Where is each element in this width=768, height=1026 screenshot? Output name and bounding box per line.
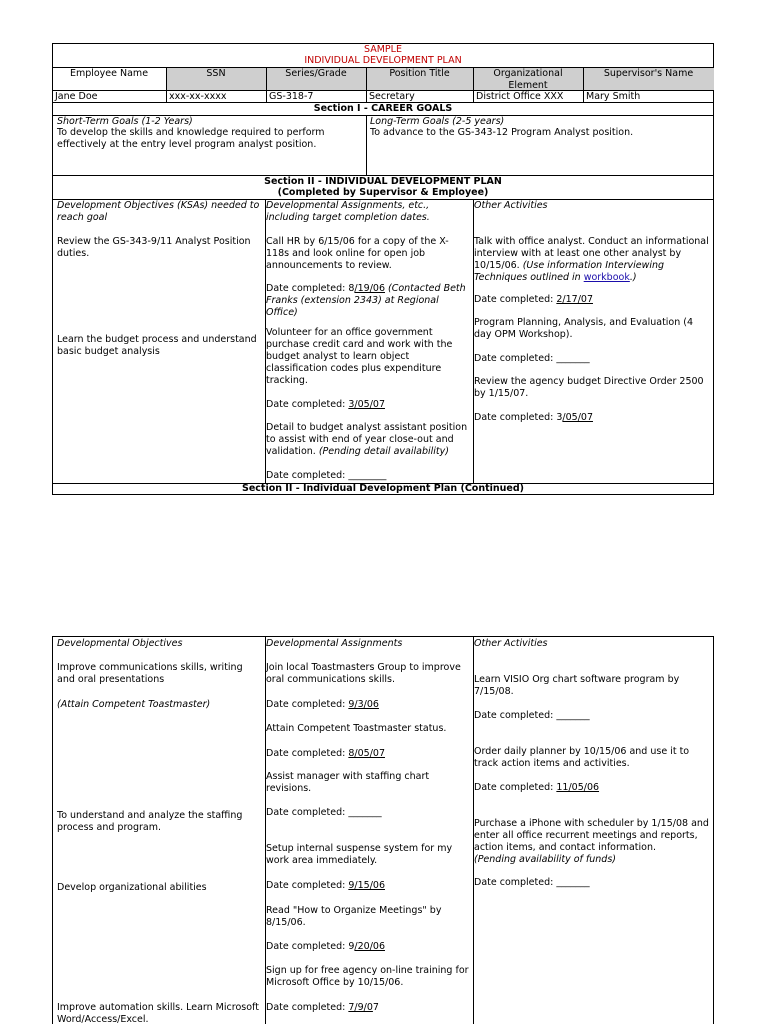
- activity-budget-directive-date: Date completed: 3/05/07: [474, 412, 593, 423]
- supervisor-value: Mary Smith: [586, 91, 641, 102]
- other-activities-header: Other Activities: [474, 200, 548, 211]
- p2-assignment-toastmasters-date: Date completed: 9/3/06: [266, 699, 379, 710]
- plan-title: INDIVIDUAL DEVELOPMENT PLAN: [304, 55, 462, 66]
- activity-opm-workshop-date: Date completed: _______: [474, 353, 590, 364]
- dev-assignments-header: Developmental Assignments, etc., including target completion dates.: [266, 200, 430, 223]
- long-term-text: To advance to the GS-343-12 Program Analyst position.: [370, 127, 634, 138]
- p2-activity-iphone-date: Date completed: _______: [474, 877, 590, 888]
- p2-assignment-competent-date: Date completed: 8/05/07: [266, 748, 385, 759]
- activity-talk-analyst: Talk with office analyst. Conduct an informational interview with at least one other analyst by 10/15/06. (Use information Interviewing Techniques outlined in workbook.): [474, 236, 709, 283]
- org-element-value: District Office XXX: [476, 91, 564, 102]
- p2-other-activities-header: Other Activities: [474, 638, 548, 649]
- p2-objective-automation: Improve automation skills. Learn Microsoft Word/Access/Excel.: [57, 1002, 259, 1025]
- assignment-call-hr: Call HR by 6/15/06 for a copy of the X-118s and look online for open job announcements to review.: [266, 236, 449, 271]
- p2-activity-daily-planner-date: Date completed: 11/05/06: [474, 782, 600, 793]
- p2-activity-iphone: Purchase a iPhone with scheduler by 1/15/08 and enter all office recurrent meetings and reports, action items, and contact information. (Pending availability of funds): [474, 818, 709, 865]
- p2-assignment-read-meetings-date: Date completed: 9/20/06: [266, 941, 385, 952]
- employee-name-value: Jane Doe: [55, 91, 98, 102]
- section2-continued: Section II - Individual Development Plan (Continued): [242, 483, 524, 494]
- p2-assignment-suspense: Setup internal suspense system for my work area immediately.: [266, 843, 453, 866]
- p2-assignment-toastmasters: Join local Toastmasters Group to improve oral communications skills.: [266, 662, 461, 685]
- activity-opm-workshop: Program Planning, Analysis, and Evaluation (4 day OPM Workshop).: [474, 317, 694, 340]
- workbook-link[interactable]: workbook: [583, 271, 630, 283]
- section2-title: Section II - INDIVIDUAL DEVELOPMENT PLAN: [264, 176, 502, 187]
- p2-activity-daily-planner: Order daily planner by 10/15/06 and use it to track action items and activities.: [474, 746, 690, 769]
- sample-label: SAMPLE: [364, 44, 402, 55]
- assignment-credit-card: Volunteer for an office government purchase credit card and work with the budget analyst to learn object classification codes plus expenditure tracking.: [266, 327, 453, 386]
- assignment-credit-card-date: Date completed: 3/05/07: [266, 399, 385, 410]
- dev-objectives-header: Development Objectives (KSAs) needed to reach goal: [57, 200, 260, 223]
- p2-assignment-read-meetings: Read "How to Organize Meetings" by 8/15/06.: [266, 905, 442, 928]
- p2-assignment-competent: Attain Competent Toastmaster status.: [266, 723, 447, 734]
- col-series-grade: Series/Grade: [266, 68, 366, 90]
- series-grade-value: GS-318-7: [269, 91, 314, 102]
- long-term-label: Long-Term Goals (2-5 years): [370, 116, 505, 127]
- ssn-value: xxx-xx-xxxx: [169, 91, 227, 102]
- p2-objectives-header: Developmental Objectives: [57, 638, 183, 649]
- col-org-element: Organizational Element: [473, 68, 583, 90]
- section1-title: Section I - CAREER GOALS: [313, 103, 453, 114]
- objective-review-analyst: Review the GS-343-9/11 Analyst Position duties.: [57, 236, 251, 259]
- col-position-title: Position Title: [366, 68, 473, 90]
- p2-assignment-online-training: Sign up for free agency on-line training for Microsoft Office by 10/15/06.: [266, 965, 469, 988]
- p2-assignment-online-training-date: Date completed: 7/9/07: [266, 1002, 379, 1013]
- p2-assignment-staffing-chart: Assist manager with staffing chart revisions.: [266, 771, 430, 794]
- col-employee-name: Employee Name: [69, 68, 149, 79]
- p2-activity-visio-date: Date completed: _______: [474, 710, 590, 721]
- p2-objective-organizational: Develop organizational abilities: [57, 882, 207, 893]
- p2-assignment-staffing-date: Date completed: _______: [266, 807, 382, 818]
- p2-objective-staffing: To understand and analyze the staffing process and program.: [57, 810, 243, 833]
- col-supervisor: Supervisor's Name: [583, 68, 714, 90]
- position-title-value: Secretary: [369, 91, 415, 102]
- p2-objective-toastmaster-note: (Attain Competent Toastmaster): [57, 699, 211, 710]
- short-term-text: To develop the skills and knowledge required to perform effectively at the entry level program analyst position.: [57, 127, 325, 150]
- col-ssn: SSN: [166, 68, 266, 90]
- assignment-detail-date: Date completed: ________: [266, 470, 387, 481]
- p2-assignments-header: Developmental Assignments: [266, 638, 403, 649]
- activity-budget-directive: Review the agency budget Directive Order 2500 by 1/15/07.: [474, 376, 704, 399]
- assignment-call-hr-date: Date completed: 8/19/06 (Contacted Beth Franks (extension 2343) at Regional Office): [266, 283, 466, 318]
- p2-assignment-suspense-date: Date completed: 9/15/06: [266, 880, 385, 891]
- objective-budget-process: Learn the budget process and understand basic budget analysis: [57, 334, 257, 357]
- p2-activity-visio: Learn VISIO Org chart software program by 7/15/08.: [474, 674, 680, 697]
- p2-objective-communications: Improve communications skills, writing and oral presentations: [57, 662, 243, 685]
- section2-subtitle: (Completed by Supervisor & Employee): [277, 187, 489, 198]
- assignment-detail-budget: Detail to budget analyst assistant position to assist with end of year close-out and validation. (Pending detail availability): [266, 422, 468, 457]
- short-term-label: Short-Term Goals (1-2 Years): [57, 116, 193, 127]
- activity-talk-analyst-date: Date completed: 2/17/07: [474, 294, 593, 305]
